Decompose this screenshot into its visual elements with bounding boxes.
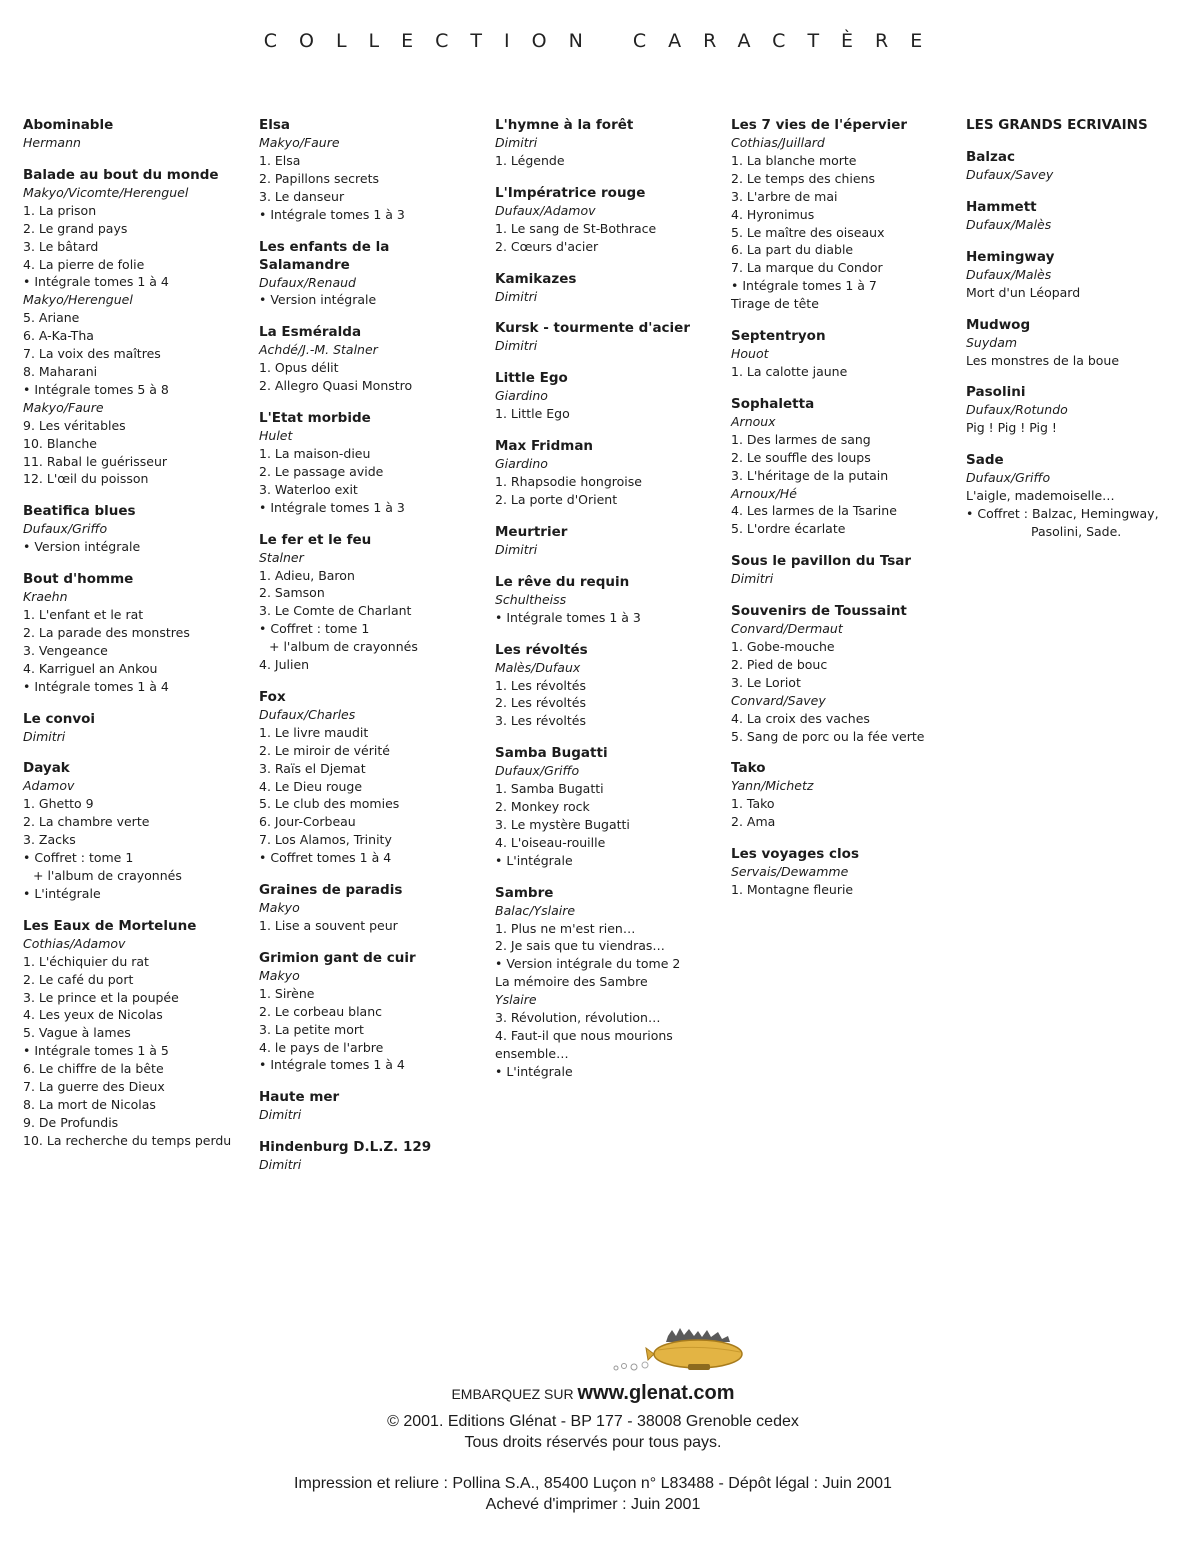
printing-line: Impression et reliure : Pollina S.A., 85400 Luçon n° L83488 - Dépôt légal : Juin 2001	[294, 1475, 892, 1492]
series-entry	[259, 116, 479, 224]
volume-line: 1. Légende	[495, 152, 565, 168]
series-entry	[495, 523, 715, 559]
series-entry	[259, 409, 479, 517]
volume-line: 1. Rhapsodie hongroise	[495, 474, 642, 490]
volume-line: 3. Le bâtard	[23, 238, 99, 254]
volume-line: 1. Des larmes de sang	[731, 431, 871, 447]
volume-line: 6. Jour-Corbeau	[259, 814, 356, 830]
series-authors: Balac/Yslaire	[495, 902, 576, 918]
series-title: Haute mer	[259, 1089, 340, 1106]
series-authors: Hulet	[259, 428, 293, 444]
series-title: Elsa	[259, 117, 290, 133]
catalog-column-5	[966, 116, 1186, 555]
website-link[interactable]: www.glenat.com	[577, 1382, 735, 1404]
series-authors: Suydam	[966, 334, 1018, 350]
volume-line: 9. De Profundis	[23, 1114, 119, 1130]
series-entry	[495, 184, 715, 256]
series-authors: Achdé/J.-M. Stalner	[259, 342, 378, 358]
series-entry	[495, 884, 715, 1081]
series-entry	[495, 573, 715, 627]
volume-line: 2. La porte d'Orient	[495, 491, 618, 507]
series-entry	[259, 949, 479, 1074]
series-entry	[966, 316, 1186, 370]
series-authors: Dimitri	[495, 288, 538, 304]
series-entry	[259, 688, 479, 867]
series-authors: Convard/Dermaut	[731, 621, 843, 637]
volume-line: 1. Tako	[731, 796, 775, 812]
volume-line: 2. Le café du port	[23, 971, 134, 987]
series-authors: Makyo/Faure	[23, 399, 104, 415]
catalog-column-4	[731, 116, 951, 913]
series-title: Les révoltés	[495, 641, 588, 658]
volume-line: 6. Le chiffre de la bête	[23, 1061, 164, 1077]
volume-line: 3. Révolution, révolution…	[495, 1010, 661, 1026]
volume-line: 2. Allegro Quasi Monstro	[259, 378, 413, 394]
series-title: La Esméralda	[259, 324, 362, 341]
volume-line: • Version intégrale du tome 2	[495, 956, 681, 972]
series-title: Hammett	[966, 198, 1037, 215]
series-authors: Dimitri	[495, 338, 538, 354]
volume-line: Pasolini, Sade.	[1031, 523, 1122, 539]
series-title: Le convoi	[23, 710, 96, 727]
volume-line: 6. La part du diable	[731, 242, 854, 258]
volume-line: 10. Blanche	[23, 435, 97, 451]
series-title: Little Ego	[495, 370, 568, 387]
volume-line: 4. La pierre de folie	[23, 256, 145, 272]
copyright-line: © 2001. Editions Glénat - BP 177 - 38008 Grenoble cedex	[387, 1413, 799, 1430]
volume-line: 2. Ama	[731, 814, 776, 830]
volume-line: 10. La recherche du temps perdu	[23, 1132, 232, 1148]
series-entry	[23, 502, 243, 556]
volume-line: 4. Le Dieu rouge	[259, 778, 363, 794]
series-authors: Dimitri	[495, 541, 538, 557]
volume-line: 5. Sang de porc ou la fée verte	[731, 728, 925, 744]
volume-line: 1. Little Ego	[495, 406, 570, 422]
volume-line: 3. L'arbre de mai	[731, 188, 838, 204]
series-authors: Malès/Dufaux	[495, 659, 581, 675]
series-entry	[23, 166, 243, 488]
series-authors: Yslaire	[495, 992, 537, 1008]
series-title: Meurtrier	[495, 523, 568, 540]
volume-line: 3. La petite mort	[259, 1021, 364, 1037]
volume-line: 1. Ghetto 9	[23, 796, 94, 812]
volume-line: 2. Monkey rock	[495, 799, 590, 815]
series-title: Septentryon	[731, 328, 826, 345]
volume-line: 2. Le corbeau blanc	[259, 1003, 383, 1019]
series-authors: Dufaux/Malès	[966, 266, 1052, 282]
volume-line: • L'intégrale	[495, 1063, 573, 1079]
volume-line: 1. L'enfant et le rat	[23, 607, 144, 623]
series-authors: Dimitri	[495, 135, 538, 150]
volume-line: 4. le pays de l'arbre	[259, 1039, 384, 1055]
zeppelin-logo-illustration	[610, 1326, 750, 1382]
series-entry	[495, 116, 715, 170]
series-title: Graines de paradis	[259, 882, 403, 899]
volume-line: 3. L'héritage de la putain	[731, 467, 889, 483]
series-authors: Dufaux/Charles	[259, 706, 356, 722]
series-title: Fox	[259, 688, 286, 705]
volume-line: 2. Je sais que tu viendras…	[495, 938, 665, 954]
series-authors: Dufaux/Malès	[966, 216, 1052, 232]
series-entry	[259, 1138, 479, 1174]
series-authors: Dufaux/Rotundo	[966, 402, 1068, 418]
volume-line: 3. Le Comte de Charlant	[259, 603, 412, 619]
volume-line: 2. Le temps des chiens	[731, 170, 876, 186]
volume-line: 1. L'échiquier du rat	[23, 953, 149, 969]
series-entry	[731, 116, 951, 313]
volume-line: 2. Le miroir de vérité	[259, 742, 390, 758]
series-entry	[259, 1088, 479, 1124]
volume-line: 2. La chambre verte	[23, 814, 150, 830]
series-title: Dayak	[23, 760, 70, 777]
volume-line: • L'intégrale	[495, 852, 573, 868]
volume-line: 1. Montagne fleurie	[731, 882, 854, 898]
series-entry	[731, 395, 951, 538]
volume-line: 5. Ariane	[23, 310, 80, 326]
series-title: Le fer et le feu	[259, 531, 372, 548]
volume-line: 4. Karriguel an Ankou	[23, 660, 158, 676]
series-authors: Dimitri	[259, 1107, 302, 1123]
series-authors: Dufaux/Griffo	[495, 763, 580, 779]
volume-line: + l'album de crayonnés	[33, 868, 182, 883]
volume-line: • Intégrale tomes 1 à 3	[495, 609, 641, 625]
series-title: Kamikazes	[495, 270, 577, 287]
volume-line: 5. L'ordre écarlate	[731, 521, 846, 537]
volume-line: • L'intégrale	[23, 885, 101, 901]
volume-line: 4. Faut-il que nous mourions	[495, 1028, 673, 1043]
volume-line: 1. Elsa	[259, 152, 301, 168]
series-authors: Stalner	[259, 549, 304, 565]
series-title: Hindenburg D.L.Z. 129	[259, 1139, 432, 1156]
volume-line: 2. Les révoltés	[495, 695, 586, 711]
zeppelin-icon	[610, 1326, 750, 1378]
series-authors: Giardino	[495, 388, 548, 404]
series-authors: Makyo	[259, 900, 300, 916]
volume-line: • Intégrale tomes 1 à 4	[259, 1057, 405, 1073]
volume-line: 3. Les révoltés	[495, 713, 586, 729]
series-entry	[259, 238, 479, 310]
volume-line: Mort d'un Léopard	[966, 284, 1081, 300]
volume-line: • Intégrale tomes 1 à 4	[23, 274, 169, 290]
volume-line: 4. Les yeux de Nicolas	[23, 1007, 163, 1023]
volume-line: 2. Le souffle des loups	[731, 449, 871, 465]
volume-line: 4. L'oiseau-rouille	[495, 834, 606, 850]
series-authors: Adamov	[23, 778, 75, 794]
volume-line: 3. Waterloo exit	[259, 481, 358, 497]
volume-line: 11. Rabal le guérisseur	[23, 453, 168, 469]
series-entry	[259, 531, 479, 674]
series-entry	[966, 198, 1186, 234]
volume-line: 1. Le livre maudit	[259, 724, 369, 740]
volume-line: ensemble…	[495, 1045, 569, 1061]
volume-line: 3. Zacks	[23, 832, 76, 848]
volume-line: 7. La marque du Condor	[731, 260, 883, 276]
series-title: Sophaletta	[731, 395, 815, 412]
series-authors: Cothias/Adamov	[23, 935, 126, 951]
series-title: Bout d'homme	[23, 571, 134, 588]
series-entry	[731, 759, 951, 831]
volume-line: • Coffret : tome 1	[259, 621, 370, 637]
volume-line: • Coffret : tome 1	[23, 850, 134, 866]
series-authors: Arnoux/Hé	[731, 485, 797, 501]
volume-line: + l'album de crayonnés	[269, 639, 418, 655]
series-entry	[731, 602, 951, 745]
page-title: COLLECTION CARACTÈRE	[263, 30, 945, 52]
volume-line: 5. Le club des momies	[259, 796, 400, 812]
series-authors: Convard/Savey	[731, 692, 826, 708]
series-title: Max Fridman	[495, 438, 594, 455]
series-authors: Dufaux/Griffo	[966, 470, 1051, 486]
volume-line: • Intégrale tomes 1 à 4	[23, 678, 169, 694]
series-authors: Makyo/Faure	[259, 135, 340, 150]
series-entry	[966, 383, 1186, 437]
volume-line: 3. Raïs el Djemat	[259, 760, 366, 776]
series-title: Les 7 vies de l'épervier	[731, 117, 908, 133]
series-title: Le rêve du requin	[495, 573, 630, 590]
series-entry	[966, 248, 1186, 302]
series-entry	[495, 641, 715, 731]
series-authors: Cothias/Juillard	[731, 135, 825, 150]
volume-line: 8. La mort de Nicolas	[23, 1096, 156, 1112]
series-title: Sous le pavillon du Tsar	[731, 553, 912, 570]
series-title: Pasolini	[966, 384, 1026, 401]
volume-line: La mémoire des Sambre	[495, 974, 648, 990]
volume-line: • Intégrale tomes 1 à 3	[259, 206, 405, 222]
volume-line: 4. Julien	[259, 657, 310, 673]
series-authors: Dufaux/Renaud	[259, 274, 356, 290]
volume-line: 3. Vengeance	[23, 642, 108, 658]
volume-line: 4. La croix des vaches	[731, 710, 870, 726]
series-entry	[495, 270, 715, 306]
volume-line: 2. Le passage avide	[259, 463, 384, 479]
series-title: Kursk - tourmente d'acier	[495, 320, 690, 337]
series-title: Balade au bout du monde	[23, 166, 219, 183]
series-authors: Dimitri	[731, 571, 774, 587]
series-title: Les enfants de la Salamandre	[259, 238, 390, 273]
series-title: Souvenirs de Toussaint	[731, 603, 907, 620]
volume-line: 4. Hyronimus	[731, 206, 815, 222]
series-authors: Dimitri	[259, 1157, 302, 1173]
series-entry	[966, 451, 1186, 541]
volume-line: 3. Le Loriot	[731, 674, 801, 690]
series-title: Hemingway	[966, 248, 1055, 265]
volume-line: 8. Maharani	[23, 363, 98, 379]
series-authors: Dufaux/Adamov	[495, 202, 596, 218]
series-entry	[23, 917, 243, 1150]
volume-line: Les monstres de la boue	[966, 352, 1120, 368]
volume-line: Pig ! Pig ! Pig !	[966, 420, 1057, 436]
volume-line: 2. Samson	[259, 585, 325, 601]
volume-line: 1. Gobe-mouche	[731, 639, 835, 655]
completed-line: Achevé d'imprimer : Juin 2001	[485, 1496, 701, 1513]
series-entry	[259, 323, 479, 395]
series-title: Balzac	[966, 149, 1015, 165]
series-entry	[495, 744, 715, 869]
volume-line: 1. Adieu, Baron	[259, 567, 355, 583]
series-title: Tako	[731, 760, 766, 777]
series-entry	[259, 881, 479, 935]
series-entry	[966, 148, 1186, 184]
series-authors: Giardino	[495, 456, 548, 472]
volume-line: • Coffret tomes 1 à 4	[259, 850, 392, 866]
series-title: L'Etat morbide	[259, 410, 371, 427]
series-entry	[495, 319, 715, 355]
section-heading: LES GRANDS ECRIVAINS	[966, 117, 1148, 133]
series-title: L'Impératrice rouge	[495, 184, 646, 201]
footer-embark	[0, 1382, 1186, 1405]
series-authors: Dufaux/Savey	[966, 167, 1054, 182]
catalog-column-2	[259, 116, 479, 1188]
volume-line: 2. La parade des monstres	[23, 624, 190, 640]
volume-line: Tirage de tête	[731, 296, 819, 312]
volume-line: 5. Le maître des oiseaux	[731, 224, 885, 240]
volume-line: 3. Le danseur	[259, 188, 345, 204]
volume-line: 2. Cœurs d'acier	[495, 238, 599, 254]
volume-line: 2. Pied de bouc	[731, 656, 828, 672]
volume-line: 1. Samba Bugatti	[495, 781, 604, 797]
series-entry	[495, 437, 715, 509]
embark-prefix: EMBARQUEZ SUR	[451, 1386, 578, 1402]
series-authors: Arnoux	[731, 413, 776, 429]
series-authors: Houot	[731, 346, 769, 362]
series-entry	[23, 570, 243, 695]
volume-line: 1. La maison-dieu	[259, 445, 371, 461]
volume-line: 3. Le prince et la poupée	[23, 989, 179, 1005]
volume-line: 9. Les véritables	[23, 417, 126, 433]
volume-line: 1. Le sang de St-Bothrace	[495, 220, 657, 236]
volume-line: 1. Plus ne m'est rien…	[495, 920, 636, 936]
volume-line: 1. Opus délit	[259, 360, 339, 376]
volume-line: 3. Le mystère Bugatti	[495, 816, 630, 832]
volume-line: • Coffret : Balzac, Hemingway,	[966, 506, 1159, 522]
series-title: Mudwog	[966, 316, 1031, 333]
volume-line: 2. Papillons secrets	[259, 170, 379, 186]
volume-line: 1. La blanche morte	[731, 152, 857, 168]
series-entry	[731, 552, 951, 588]
series-authors: Dufaux/Griffo	[23, 521, 108, 537]
volume-line: • Intégrale tomes 1 à 5	[23, 1043, 169, 1059]
series-title: Samba Bugatti	[495, 745, 608, 762]
series-authors: Yann/Michetz	[731, 778, 814, 794]
series-entry	[731, 327, 951, 381]
volume-line: • Intégrale tomes 5 à 8	[23, 381, 169, 397]
volume-line: 7. Los Alamos, Trinity	[259, 832, 392, 848]
series-authors: Servais/Dewamme	[731, 864, 849, 880]
series-authors: Makyo/Herenguel	[23, 292, 133, 308]
volume-line: 1. Les révoltés	[495, 677, 586, 693]
volume-line: 1. La calotte jaune	[731, 363, 848, 379]
volume-line: L'aigle, mademoiselle…	[966, 488, 1115, 504]
series-entry	[731, 845, 951, 899]
series-title: Beatifica blues	[23, 503, 136, 520]
series-entry	[495, 369, 715, 423]
volume-line: 5. Vague à lames	[23, 1025, 131, 1041]
volume-line: • Intégrale tomes 1 à 7	[731, 278, 877, 294]
series-title: Abominable	[23, 117, 114, 133]
volume-line: 2. Le grand pays	[23, 220, 128, 236]
series-entry	[23, 116, 243, 152]
rights-line: Tous droits réservés pour tous pays.	[464, 1434, 722, 1451]
catalog-column-1	[23, 116, 243, 1164]
volume-line: 1. La prison	[23, 202, 97, 218]
series-authors: Hermann	[23, 135, 81, 150]
volume-line: 12. L'œil du poisson	[23, 471, 149, 487]
series-title: Sambre	[495, 884, 554, 901]
volume-line: 4. Les larmes de la Tsarine	[731, 503, 897, 519]
series-authors: Makyo/Vicomte/Herenguel	[23, 184, 189, 200]
series-title: L'hymne à la forêt	[495, 117, 634, 133]
volume-line: 7. La voix des maîtres	[23, 346, 161, 362]
series-entry	[23, 710, 243, 746]
series-title: Les Eaux de Mortelune	[23, 917, 197, 934]
series-authors: Dimitri	[23, 728, 66, 744]
volume-line: 7. La guerre des Dieux	[23, 1079, 165, 1095]
catalog-column-3	[495, 116, 715, 1095]
volume-line: • Version intégrale	[259, 292, 377, 308]
series-entry	[23, 759, 243, 902]
volume-line: 1. Lise a souvent peur	[259, 918, 398, 933]
series-title: Les voyages clos	[731, 846, 859, 863]
series-title: Grimion gant de cuir	[259, 949, 416, 966]
series-authors: Kraehn	[23, 589, 68, 605]
volume-line: • Intégrale tomes 1 à 3	[259, 499, 405, 515]
series-title: Sade	[966, 452, 1004, 469]
series-authors: Makyo	[259, 967, 300, 983]
series-authors: Schultheiss	[495, 591, 567, 607]
volume-line: • Version intégrale	[23, 539, 141, 555]
volume-line: 1. Sirène	[259, 985, 315, 1001]
volume-line: 6. A-Ka-Tha	[23, 328, 94, 344]
